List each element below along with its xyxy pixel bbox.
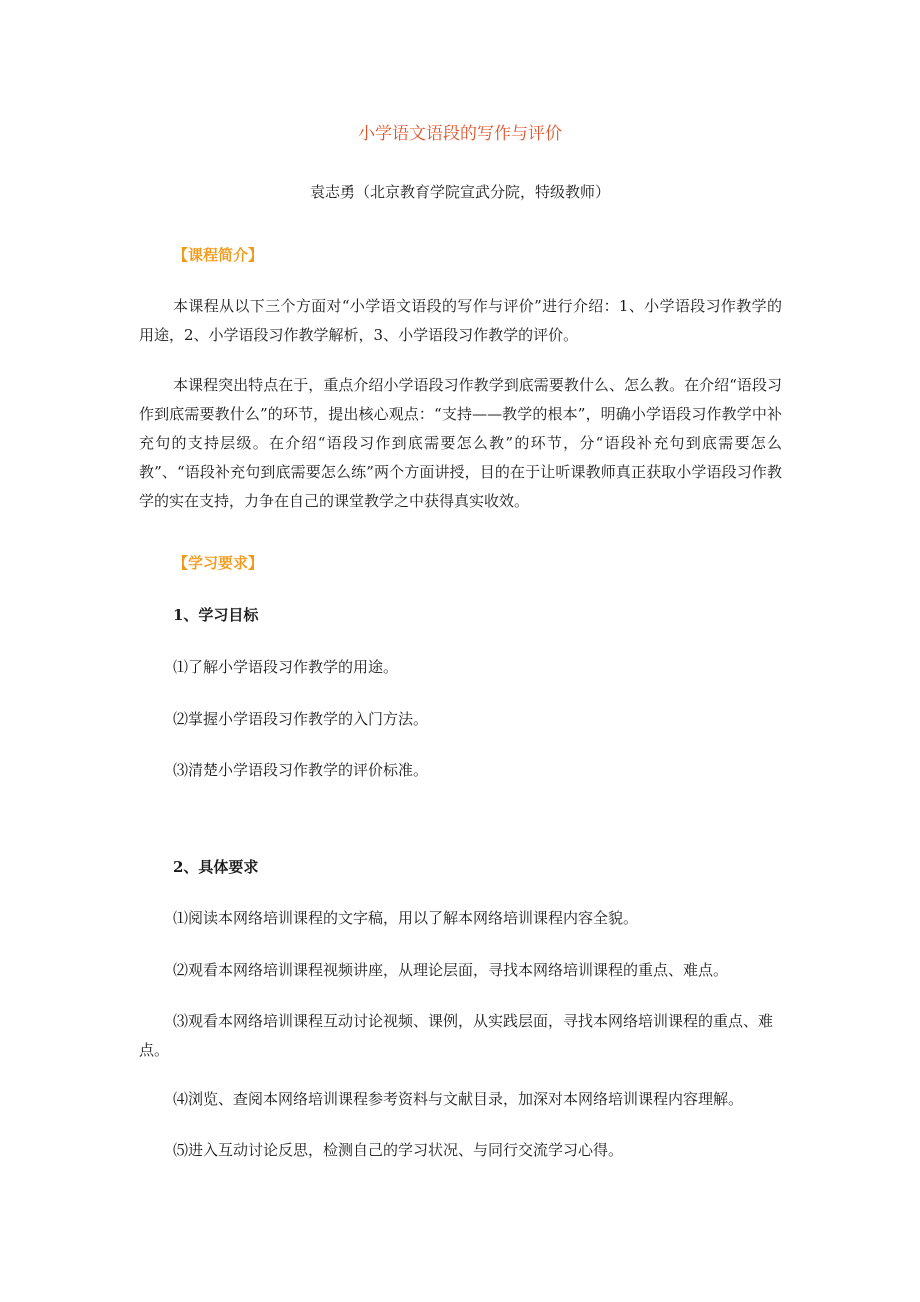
subheading-specifics: 2、具体要求 bbox=[173, 858, 259, 876]
goal-item: ⑵掌握小学语段习作教学的入门方法。 bbox=[173, 710, 429, 728]
section-heading-requirements: 【学习要求】 bbox=[173, 554, 264, 572]
intro-paragraph: 本课程从以下三个方面对“小学语文语段的写作与评价”进行介绍：1、小学语段习作教学的用途，2、小学语段习作教学解析，3、小学语段习作教学的评价。 bbox=[139, 297, 782, 344]
requirement-item: ⑵观看本网络培训课程视频讲座，从理论层面，寻找本网络培训课程的重点、难点。 bbox=[173, 961, 729, 979]
requirement-item: ⑶观看本网络培训课程互动讨论视频、课例，从实践层面，寻找本网络培训课程的重点、难点。 bbox=[139, 1012, 774, 1059]
section-heading-intro: 【课程简介】 bbox=[173, 246, 264, 264]
requirement-item: ⑷浏览、查阅本网络培训课程参考资料与文献目录，加深对本网络培训课程内容理解。 bbox=[173, 1090, 744, 1108]
document-title: 小学语文语段的写作与评价 bbox=[358, 124, 562, 144]
author-line: 袁志勇（北京教育学院宣武分院，特级教师） bbox=[309, 183, 610, 201]
requirement-item: ⑴阅读本网络培训课程的文字稿，用以了解本网络培训课程内容全貌。 bbox=[173, 909, 639, 927]
intro-paragraph: 本课程突出特点在于，重点介绍小学语段习作教学到底需要教什么、怎么教。在介绍“语段习作到底需要教什么”的环节，提出核心观点：“支持——教学的根本”，明确小学语段习作教学中补充句的支持层级。在介绍“语段习作到底需要怎么教”的环节，分“语段补充句到底需要怎么教”、“语段补充句到底需要怎么练”两个方面讲授，目的在于让听课教师真正获取小学语段习作教学的实在支持，力争在自己的课堂教学之中获得真实收效。 bbox=[139, 376, 782, 510]
goal-item: ⑶清楚小学语段习作教学的评价标准。 bbox=[173, 761, 429, 779]
requirement-item: ⑸进入互动讨论反思，检测自己的学习状况、与同行交流学习心得。 bbox=[173, 1141, 624, 1159]
goal-item: ⑴了解小学语段习作教学的用途。 bbox=[173, 658, 399, 676]
subheading-goals: 1、学习目标 bbox=[173, 606, 259, 624]
